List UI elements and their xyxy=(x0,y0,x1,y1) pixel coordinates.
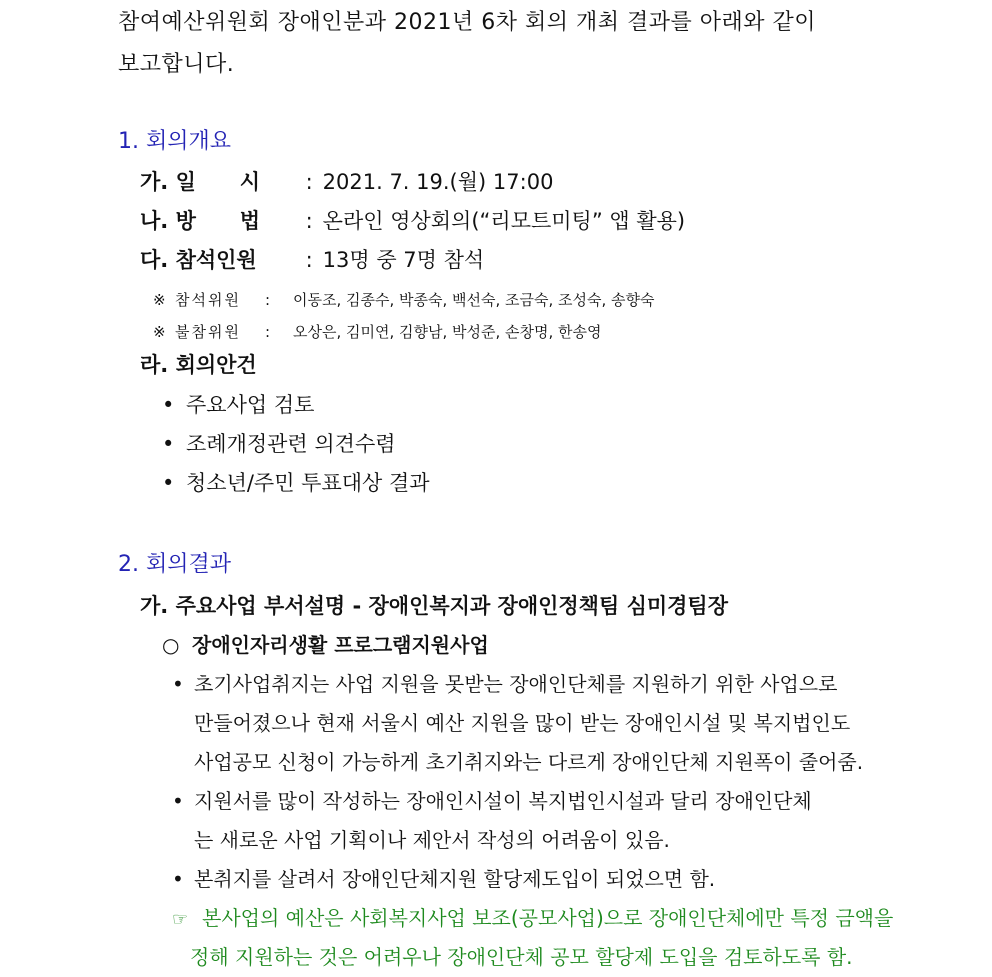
bullet-text: 조례개정관련 의견수렴 xyxy=(186,432,396,456)
colon: : xyxy=(305,209,313,233)
note-value: 오상은, 김미연, 김향남, 박성준, 손창명, 한송영 xyxy=(293,323,602,341)
item-marker: 다. xyxy=(140,248,169,272)
bullet-text: 지원서를 많이 작성하는 장애인시설이 복지법인시설과 달리 장애인단체 xyxy=(194,789,812,813)
bullet-text: 청소년/주민 투표대상 결과 xyxy=(186,471,430,495)
conclusion-line-1 xyxy=(172,903,893,935)
bullet-text: 초기사업취지는 사업 지원을 못받는 장애인단체를 지원하기 위한 사업으로 xyxy=(194,672,838,696)
section-heading-results: 2. 회의결과 xyxy=(118,552,231,577)
program-title xyxy=(162,630,489,660)
pointing-hand-icon: ☞ xyxy=(172,909,189,930)
note-label: 참석위원 xyxy=(175,291,241,309)
result-bullet-1-cont: 만들어졌으나 현재 서울시 예산 지원을 많이 받는 장애인시설 및 복지법인도 xyxy=(194,711,851,735)
reference-mark-icon: ※ xyxy=(153,291,166,309)
note-attendees xyxy=(153,285,655,315)
colon: : xyxy=(305,170,313,194)
bullet-icon: • xyxy=(172,672,184,696)
agenda-bullet xyxy=(162,429,396,459)
agenda-bullet xyxy=(162,390,314,420)
conclusion-text: 본사업의 예산은 사회복지사업 보조(공모사업)으로 장애인단체에만 특정 금액을 xyxy=(202,906,894,930)
bullet-icon: • xyxy=(162,432,175,456)
result-bullet-3 xyxy=(172,864,715,894)
bullet-text: 주요사업 검토 xyxy=(186,393,315,417)
agenda-heading xyxy=(140,350,257,380)
note-colon: : xyxy=(265,323,271,341)
item-label: 참석인원 xyxy=(175,248,257,272)
note-label: 불참위원 xyxy=(175,323,241,341)
item-value: 2021. 7. 19.(월) 17:00 xyxy=(322,170,554,194)
result-bullet-1-cont: 사업공모 신청이 가능하게 초기취지와는 다르게 장애인단체 지원폭이 줄어줌. xyxy=(194,750,864,774)
overview-item-datetime xyxy=(140,167,553,197)
result-bullet-1 xyxy=(172,669,837,699)
intro-line-2: 보고합니다. xyxy=(118,52,235,77)
item-marker: 나. xyxy=(140,209,169,233)
agenda-bullet xyxy=(162,468,430,498)
bullet-icon: • xyxy=(162,393,175,417)
item-value: 온라인 영상회의(“리모트미팅” 앱 활용) xyxy=(322,209,686,233)
note-colon: : xyxy=(265,291,271,309)
item-marker: 라. xyxy=(140,353,169,377)
circle-bullet-icon: ○ xyxy=(162,633,180,657)
section-heading-overview: 1. 회의개요 xyxy=(118,129,231,154)
program-title-text: 장애인자리생활 프로그램지원사업 xyxy=(192,633,489,657)
item-label: 일 시 xyxy=(175,170,261,194)
bullet-icon: • xyxy=(162,471,175,495)
item-label: 회의안건 xyxy=(175,353,257,377)
results-subheading: 가. 주요사업 부서설명 - 장애인복지과 장애인정책팀 심미경팀장 xyxy=(140,594,728,618)
result-bullet-2-cont: 는 새로운 사업 기획이나 제안서 작성의 어려움이 있음. xyxy=(194,828,670,852)
colon: : xyxy=(305,248,313,272)
note-value: 이동조, 김종수, 박종숙, 백선숙, 조금숙, 조성숙, 송향숙 xyxy=(293,291,655,309)
item-label: 방 법 xyxy=(175,209,261,233)
overview-item-method xyxy=(140,206,685,236)
item-marker: 가. xyxy=(140,170,169,194)
reference-mark-icon: ※ xyxy=(153,323,166,341)
bullet-text: 본취지를 살려서 장애인단체지원 할당제도입이 되었으면 함. xyxy=(194,867,716,891)
overview-item-attendance xyxy=(140,245,484,275)
bullet-icon: • xyxy=(172,789,184,813)
bullet-icon: • xyxy=(172,867,184,891)
note-absentees xyxy=(153,317,602,347)
result-bullet-2 xyxy=(172,786,812,816)
conclusion-line-2: 정해 지원하는 것은 어려우나 장애인단체 공모 할당제 도입을 검토하도록 함. xyxy=(190,945,853,969)
intro-line-1: 참여예산위원회 장애인분과 2021년 6차 회의 개최 결과를 아래와 같이 xyxy=(118,10,816,35)
item-value: 13명 중 7명 참석 xyxy=(322,248,485,272)
